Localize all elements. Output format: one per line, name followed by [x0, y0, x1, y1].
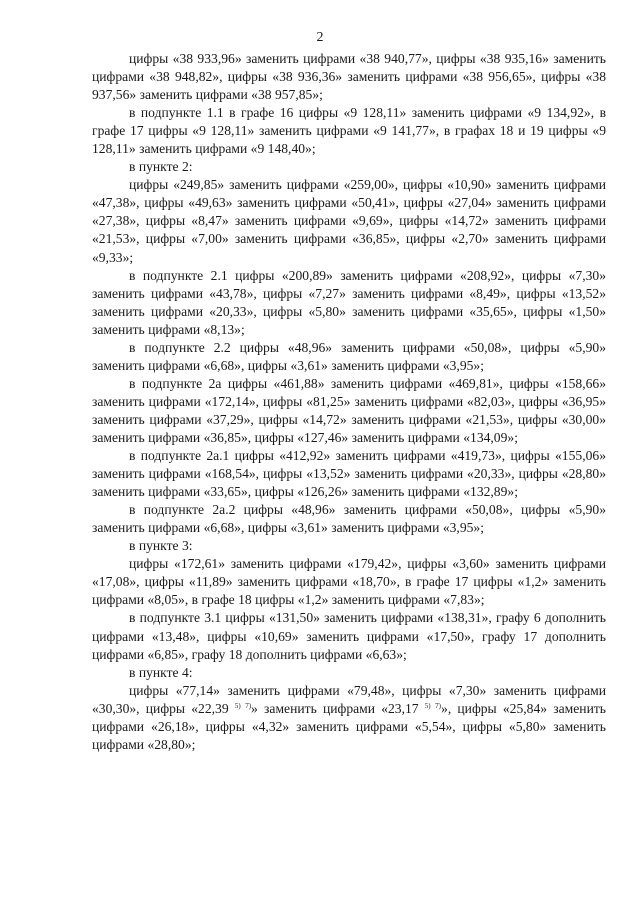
document-body — [92, 50, 606, 754]
paragraph-heading: в пункте 2: — [129, 159, 193, 175]
paragraph: в подпункте 2а.2 цифры «48,96» заменить цифрами «50,08», цифры «5,90» заменить цифрами «6,68», цифры «3,61» заменить цифрами «3,95»; — [92, 502, 606, 536]
paragraph: цифры «172,61» заменить цифрами «179,42», цифры «3,60» заменить цифрами «17,08», цифры «11,89» заменить цифрами «18,70», в графе 17 цифры «1,2» заменить цифрами «8,05», в графе 18 цифры «1,2» заменить цифрами «7,83»; — [92, 556, 606, 608]
paragraph: цифры «38 933,96» заменить цифрами «38 940,77», цифры «38 935,16» заменить цифрами «38 948,82», цифры «38 936,36» заменить цифрами «38 956,65», цифры «38 937,56» заменить цифрами «38 957,85»; — [92, 51, 606, 103]
paragraph-heading: в пункте 4: — [129, 664, 193, 680]
paragraph: цифры «249,85» заменить цифрами «259,00», цифры «10,90» заменить цифрами «47,38», цифры «49,63» заменить цифрами «50,41», цифры «27,04» заменить цифрами «27,38», цифры «8,47» заменить цифрами «9,69», цифры «14,72» заменить цифрами «21,53», цифры «7,00» заменить цифрами «36,85», цифры «2,70» заменить цифрами «9,33»; — [92, 177, 606, 265]
paragraph: в подпункте 1.1 в графе 16 цифры «9 128,11» заменить цифрами «9 134,92», в графе 17 цифры «9 128,11» заменить цифрами «9 141,77», в графах 18 и 19 цифры «9 128,11» заменить цифрами «9 148,40»; — [92, 105, 606, 157]
paragraph-text: цифры «77,14» заменить цифрами «79,48», цифры «7,30» заменить цифрами «30,30», цифры «22,39 — [92, 682, 606, 716]
footnote-ref: 5) 7) — [424, 701, 442, 710]
paragraph-heading: в пункте 3: — [129, 538, 193, 554]
paragraph-text: », цифры «25,84» заменить цифрами «26,18», цифры «4,32» заменить цифрами «5,54», цифры «5,80» заменить цифрами «28,80»; — [92, 700, 606, 752]
paragraph — [92, 682, 606, 754]
paragraph-text: » заменить цифрами «23,17 — [251, 700, 425, 716]
paragraph: в подпункте 2.2 цифры «48,96» заменить цифрами «50,08», цифры «5,90» заменить цифрами «6,68», цифры «3,61» заменить цифрами «3,95»; — [92, 339, 606, 373]
paragraph: в подпункте 3.1 цифры «131,50» заменить цифрами «138,31», графу 6 дополнить цифрами «13,48», цифры «10,69» заменить цифрами «17,50», графу 17 дополнить цифрами «6,85», графу 18 дополнить цифрами «6,63»; — [92, 610, 606, 662]
paragraph: в подпункте 2а цифры «461,88» заменить цифрами «469,81», цифры «158,66» заменить цифрами «172,14», цифры «81,25» заменить цифрами «82,03», цифры «36,95» заменить цифрами «37,29», цифры «14,72» заменить цифрами «21,53», цифры «30,00» заменить цифрами «36,85», цифры «127,46» заменить цифрами «134,09»; — [92, 375, 606, 445]
paragraph: в подпункте 2.1 цифры «200,89» заменить цифрами «208,92», цифры «7,30» заменить цифрами «43,78», цифры «7,27» заменить цифрами «8,49», цифры «13,52» заменить цифрами «20,33», цифры «5,80» заменить цифрами «35,65», цифры «1,50» заменить цифрами «8,13»; — [92, 267, 606, 337]
paragraph: в подпункте 2а.1 цифры «412,92» заменить цифрами «419,73», цифры «155,06» заменить цифрами «168,54», цифры «13,52» заменить цифрами «20,33», цифры «28,80» заменить цифрами «33,65», цифры «126,26» заменить цифрами «132,89»; — [92, 448, 606, 500]
footnote-ref: 5) 7) — [234, 701, 252, 710]
page-number: 2 — [316, 30, 324, 45]
